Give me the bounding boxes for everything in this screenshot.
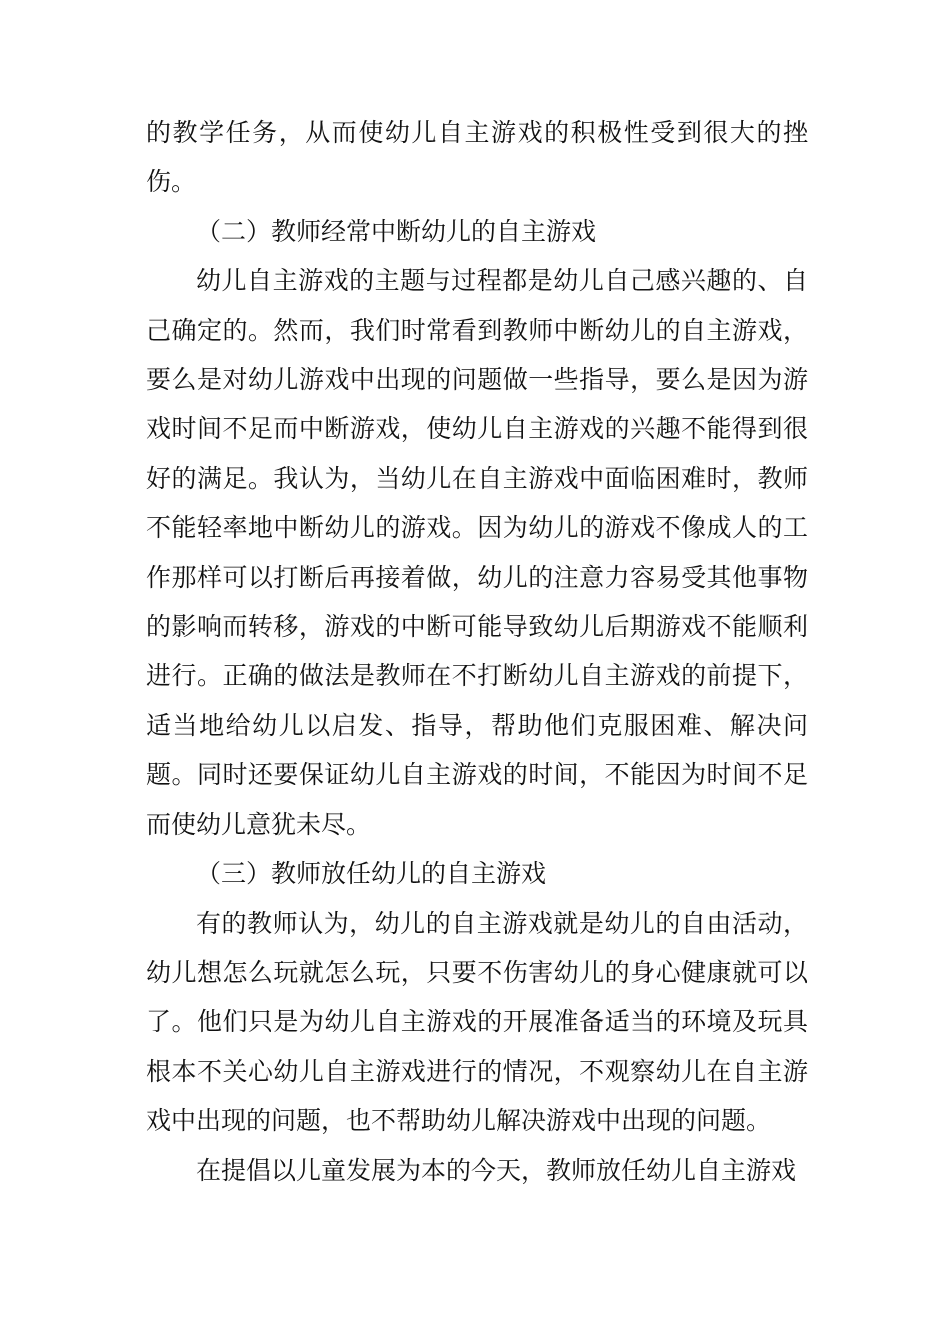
paragraph-body: 幼儿自主游戏的主题与过程都是幼儿自己感兴趣的、自己确定的。然而，我们时常看到教师中断幼儿的自主游戏，要么是对幼儿游戏中出现的问题做一些指导，要么是因为游戏时间不足而中断游戏，使幼儿自主游戏的兴趣不能得到很好的满足。我认为，当幼儿在自主游戏中面临困难时，教师不能轻率地中断幼儿的游戏。因为幼儿的游戏不像成人的工作那样可以打断后再接着做，幼儿的注意力容易受其他事物的影响而转移，游戏的中断可能导致幼儿后期游戏不能顺利进行。正确的做法是教师在不打断幼儿自主游戏的前提下，适当地给幼儿以启发、指导，帮助他们克服困难、解决问题。同时还要保证幼儿自主游戏的时间，不能因为时间不足而使幼儿意犹未尽。	[146, 266, 808, 839]
section-heading-2: （二）教师经常中断幼儿的自主游戏	[196, 216, 597, 246]
paragraph-body: 在提倡以儿童发展为本的今天，教师放任幼儿自主游戏	[196, 1155, 797, 1185]
section-heading-3: （三）教师放任幼儿的自主游戏	[196, 859, 547, 889]
document-body	[146, 108, 808, 1195]
paragraph-continuation: 的教学任务，从而使幼儿自主游戏的积极性受到很大的挫伤。	[146, 118, 808, 197]
paragraph-body: 有的教师认为，幼儿的自主游戏就是幼儿的自由活动，幼儿想怎么玩就怎么玩，只要不伤害幼儿的身心健康就可以了。他们只是为幼儿自主游戏的开展准备适当的环境及玩具根本不关心幼儿自主游戏进行的情况，不观察幼儿在自主游戏中出现的问题，也不帮助幼儿解决游戏中出现的问题。	[146, 908, 808, 1136]
